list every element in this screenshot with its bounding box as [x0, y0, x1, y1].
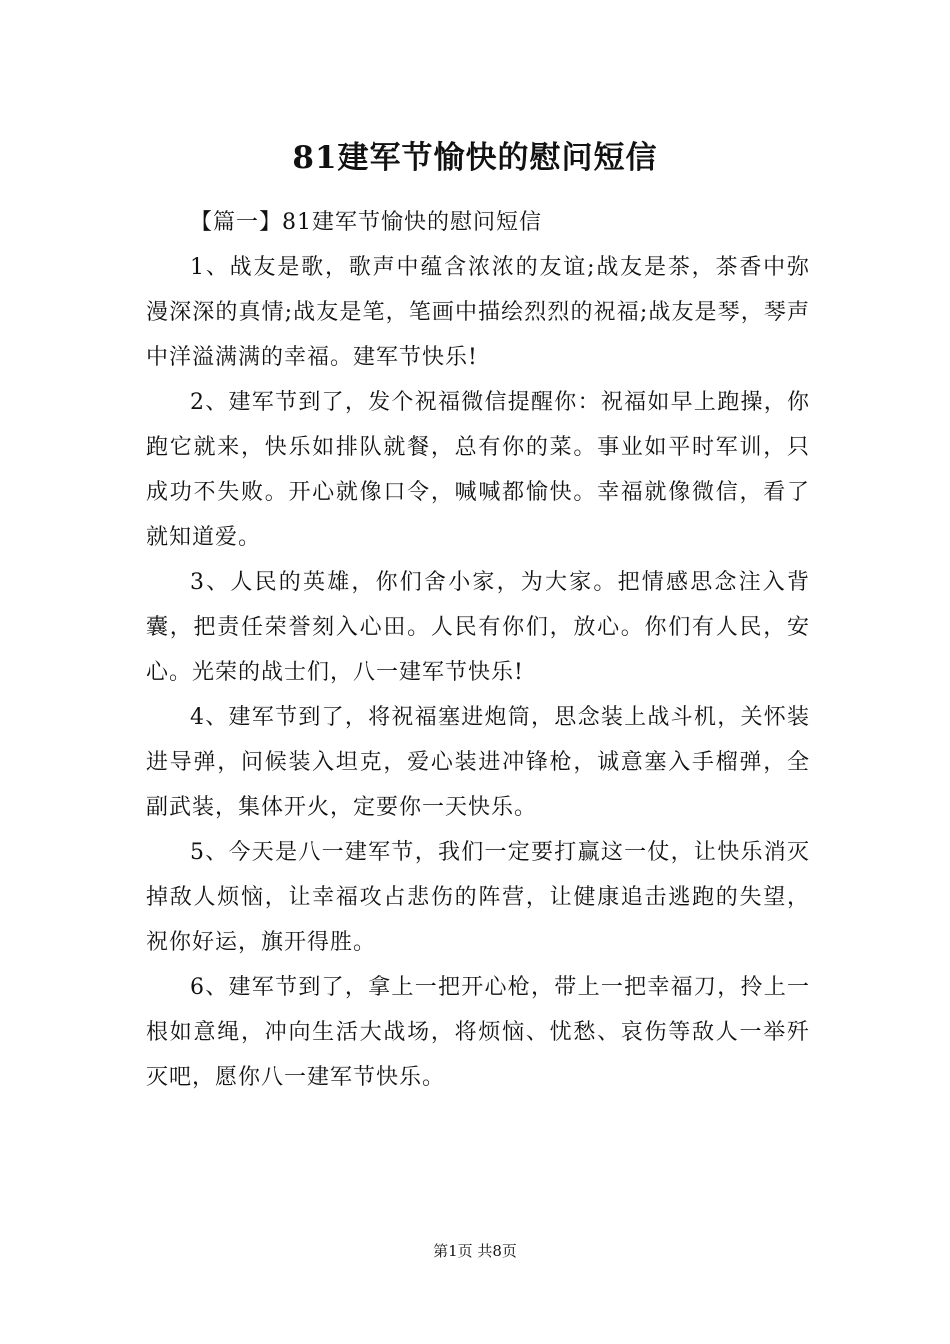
- page-number-footer: 第1页 共8页: [433, 1242, 517, 1260]
- document-body: [146, 200, 810, 1100]
- message-paragraph-1: 1、战友是歌，歌声中蕴含浓浓的友谊;战友是茶，茶香中弥漫深深的真情;战友是笔，笔画中描绘烈烈的祝福;战友是琴，琴声中洋溢满满的幸福。建军节快乐!: [146, 255, 810, 370]
- message-paragraph-2: 2、建军节到了，发个祝福微信提醒你：祝福如早上跑操，你跑它就来，快乐如排队就餐，总有你的菜。事业如平时军训，只成功不失败。开心就像口令，喊喊都愉快。幸福就像微信，看了就知道爱。: [146, 390, 810, 550]
- message-paragraph-3: 3、人民的英雄，你们舍小家，为大家。把情感思念注入背囊，把责任荣誉刻入心田。人民有你们，放心。你们有人民，安心。光荣的战士们，八一建军节快乐!: [146, 570, 810, 685]
- page-title: 81建军节愉快的慰问短信: [292, 140, 658, 176]
- section-heading: 【篇一】81建军节愉快的慰问短信: [190, 210, 542, 235]
- message-paragraph-4: 4、建军节到了，将祝福塞进炮筒，思念装上战斗机，关怀装进导弹，问候装入坦克，爱心装进冲锋枪，诚意塞入手榴弹，全副武装，集体开火，定要你一天快乐。: [146, 705, 810, 820]
- message-paragraph-5: 5、今天是八一建军节，我们一定要打赢这一仗，让快乐消灭掉敌人烦恼，让幸福攻占悲伤的阵营，让健康追击逃跑的失望，祝你好运，旗开得胜。: [146, 840, 810, 955]
- message-paragraph-6: 6、建军节到了，拿上一把开心枪，带上一把幸福刀，拎上一根如意绳，冲向生活大战场，将烦恼、忧愁、哀伤等敌人一举歼灭吧，愿你八一建军节快乐。: [146, 975, 810, 1090]
